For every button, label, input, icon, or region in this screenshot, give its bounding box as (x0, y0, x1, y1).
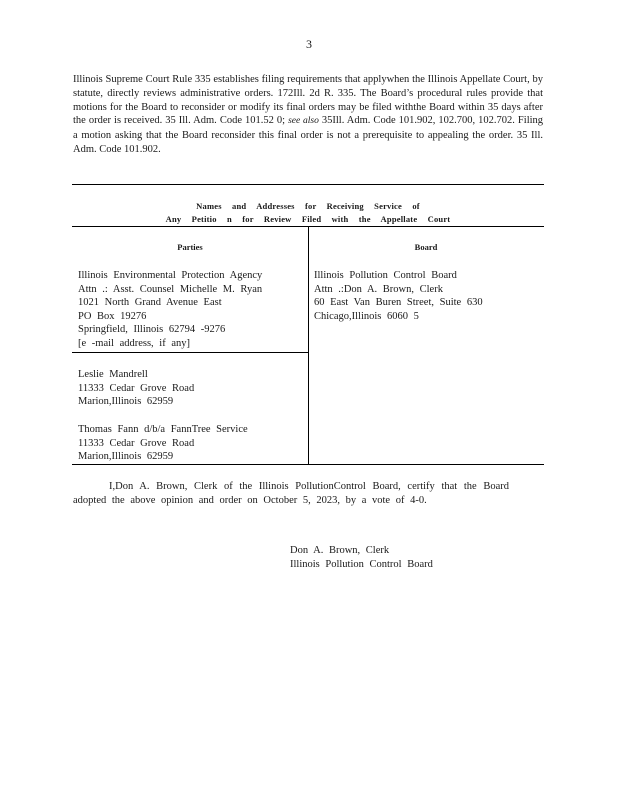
table-top-rule (72, 184, 544, 185)
address-line: [e -mail address, if any] (78, 337, 191, 349)
signature-name: Don A. Brown, Clerk (290, 545, 390, 556)
address-line: Illinois Environmental Protection Agency (78, 270, 263, 281)
signature-org: Illinois Pollution Control Board (290, 559, 433, 570)
table-column-divider (308, 226, 309, 464)
board-address (314, 269, 483, 323)
address-line: Leslie Mandrell (78, 369, 148, 380)
party-iepa-address (78, 269, 262, 350)
page-number: 3 (306, 37, 312, 51)
appeal-rules-text-part2: 35Ill. Adm. Code 101.902, 102.700, 102.702. Filing a motion asking that the Board reconsider this final order is not a prerequisite to appealing the order. 35 Ill. Adm. Code 101.902. (73, 115, 544, 155)
address-line: 1021 North Grand Avenue East (78, 297, 222, 308)
table-heading-line2: Any Petitio n for Review Filed with the Appellate Court (165, 214, 451, 224)
table-bottom-rule (72, 464, 544, 465)
address-line: Chicago,Illinois 6060 5 (314, 310, 419, 322)
address-line: 60 East Van Buren Street, Suite 630 (314, 297, 483, 308)
address-line: Illinois Pollution Control Board (314, 270, 457, 281)
address-line: 11333 Cedar Grove Road (78, 437, 195, 449)
signature-block (290, 544, 433, 572)
party-fann-address (78, 423, 248, 464)
appeal-rules-paragraph (73, 73, 543, 157)
table-heading-line1: Names and Addresses for Receiving Service of (196, 201, 420, 211)
address-line: Marion,Illinois 62959 (78, 451, 174, 462)
see-also-signal: see also (288, 116, 319, 127)
party-mandrell-address (78, 368, 194, 409)
clerk-certification: I,Don A. Brown, Clerk of the Illinois PollutionControl Board, certify that the Board adopted the above opinion and order on October 5, 2023, by a vote of 4-0. (73, 481, 509, 506)
address-line: Thomas Fann d/b/a FannTree Service (78, 424, 248, 435)
address-line: PO Box 19276 (78, 310, 147, 322)
parties-row-divider (72, 352, 308, 353)
address-line: 11333 Cedar Grove Road (78, 382, 195, 394)
appeal-rules-text-part1: Illinois Supreme Court Rule 335 establishes filing requirements that applywhen the Illinois Appellate Court, by statute, directly reviews administrative orders. 172Ill. 2d R. 335. The Board’s procedural rules provide that motions for the Board to reconsider or modify its final orders may be filed withthe Board within 35 days after the order is received. 35 Ill. Adm. Code 101.52 0; (73, 74, 543, 127)
address-line: Attn .:Don A. Brown, Clerk (314, 283, 443, 295)
address-line: Marion,Illinois 62959 (78, 396, 174, 407)
parties-column-header: Parties (177, 242, 203, 252)
board-column-header: Board (414, 242, 438, 252)
address-line: Springfield, Illinois 62794 -9276 (78, 324, 226, 335)
address-line: Attn .: Asst. Counsel Michelle M. Ryan (78, 283, 263, 295)
